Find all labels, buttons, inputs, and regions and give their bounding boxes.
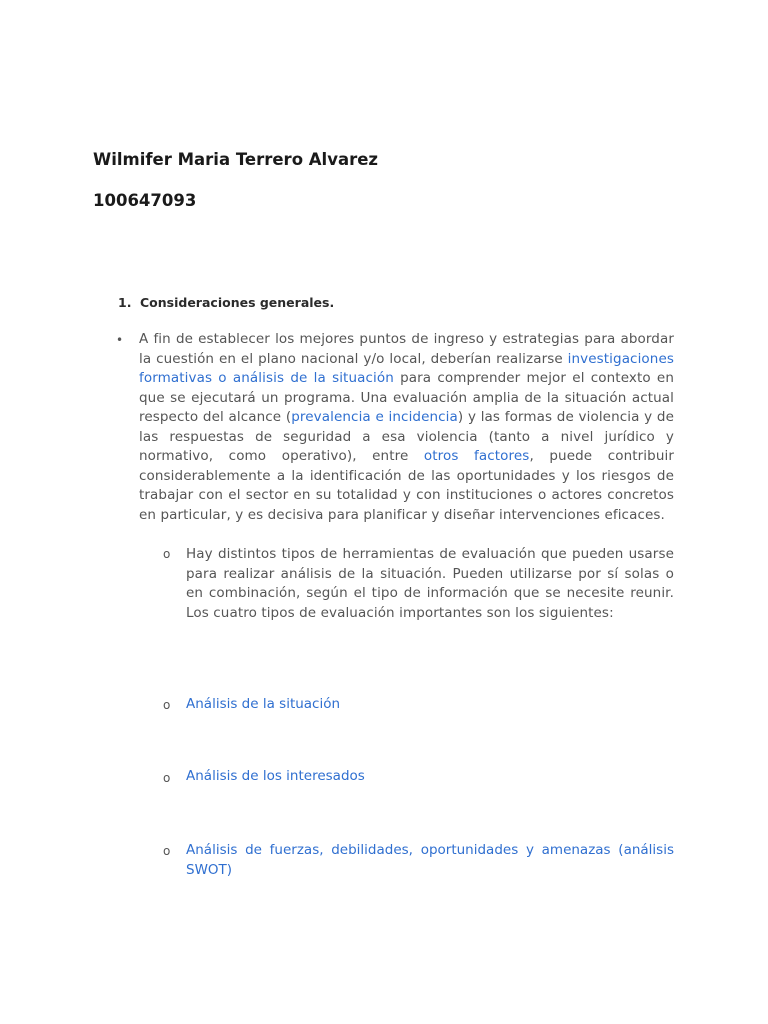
paragraph-text-1: A fin de establecer los mejores puntos de ingreso y estrategias para abordar la cuestión en el plano nacional y/o local, deberían realizarse <box>139 331 674 367</box>
bullet-marker: • <box>116 333 124 347</box>
section-heading <box>118 295 334 310</box>
link-analisis-situacion[interactable]: Análisis de la situación <box>186 696 341 712</box>
sub-paragraph-intro: Hay distintos tipos de herramientas de evaluación que pueden usarse para realizar análisis de la situación. Pueden utilizarse por sí solas o en combinación, según el tipo de información que se necesite reunir. Los cuatro tipos de evaluación importantes son los siguientes: <box>186 546 674 621</box>
link-investigaciones-formativas[interactable]: investigaciones formativas o análisis de la situación <box>139 350 674 386</box>
student-id: 100647093 <box>93 191 197 210</box>
author-name: Wilmifer Maria Terrero Alvarez <box>93 150 379 169</box>
section-title: Consideraciones generales. <box>140 295 335 310</box>
sub-bullet-marker: o <box>163 698 171 712</box>
sub-bullet-marker: o <box>163 547 171 561</box>
link-analisis-interesados[interactable]: Análisis de los interesados <box>186 768 365 784</box>
paragraph-text-3: ) y las formas de violencia y de las respuestas de seguridad a esa violencia (tanto a nivel jurídico y normativo, como operativo), entre <box>139 409 674 464</box>
section-number: 1. <box>118 295 132 310</box>
sub-bullet-marker: o <box>163 771 171 785</box>
sub-bullet-marker: o <box>163 844 171 858</box>
link-analisis-swot[interactable]: Análisis de fuerzas, debilidades, oportunidades y amenazas (análisis SWOT) <box>186 842 674 878</box>
link-prevalencia-incidencia[interactable]: prevalencia e incidencia <box>291 409 458 425</box>
paragraph-text-4: , puede contribuir considerablemente a la identificación de las oportunidades y los riesgos de trabajar con el sector en su totalidad y con instituciones o actores concretos en particular, y es decisiva para planificar y diseñar intervenciones eficaces. <box>139 448 674 523</box>
main-paragraph <box>139 330 674 525</box>
link-otros-factores[interactable]: otros factores <box>423 448 530 464</box>
paragraph-text-2: para comprender mejor el contexto en que se ejecutará un programa. Una evaluación amplia de la situación actual respecto del alcance ( <box>139 370 674 425</box>
